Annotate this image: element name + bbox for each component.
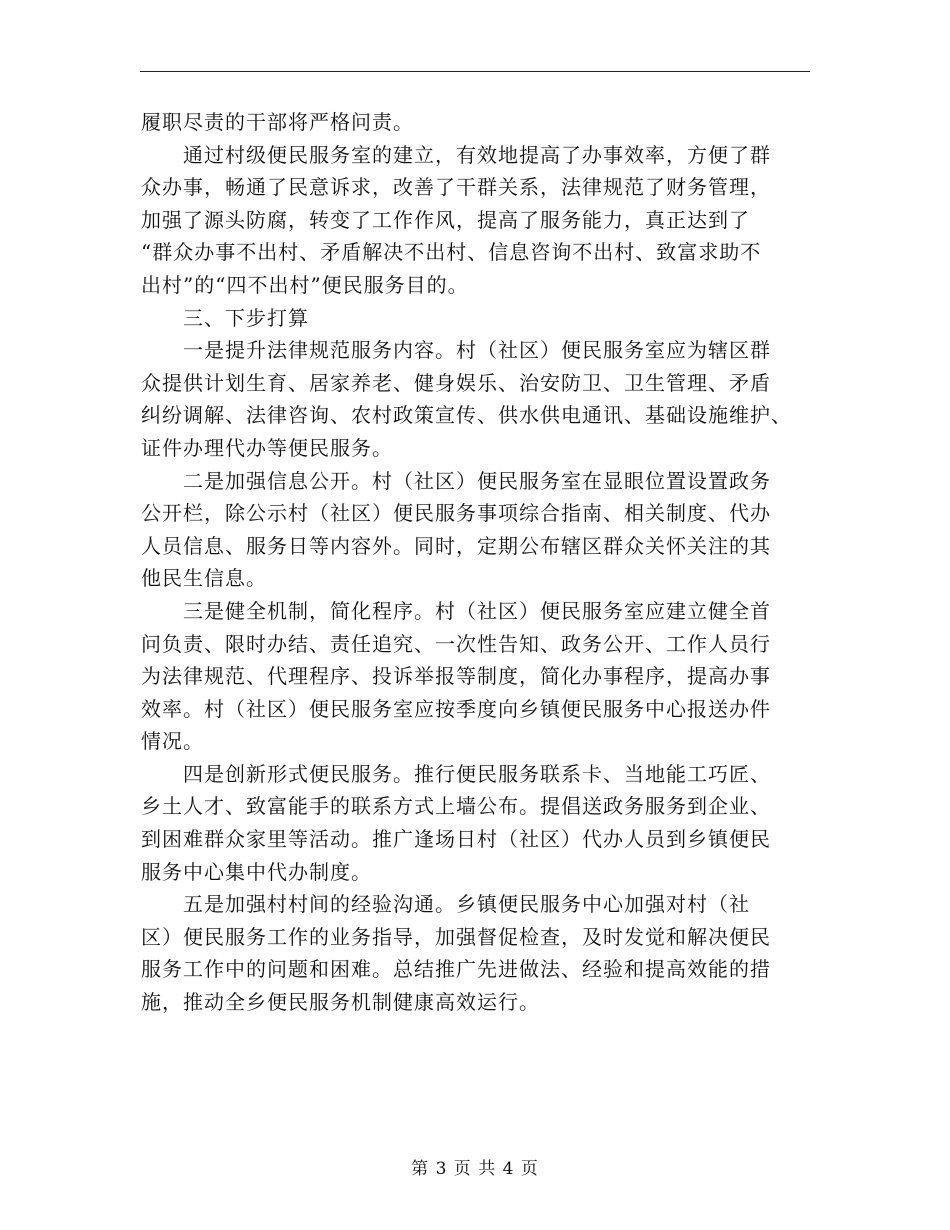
page-number: 第 3 页 共 4 页 [411, 1159, 539, 1179]
paragraph: 二是加强信息公开。村（社区）便民服务室在显眼位置设置政务 公开栏，除公示村（社区）便民服务事项综合指南、相关制度、代办 人员信息、服务日等内容外。同时，定期公布辖区群众关怀关注的其 他民生信息。 [141, 468, 771, 591]
paragraph: 通过村级便民服务室的建立，有效地提高了办事效率，方便了群 众办事，畅通了民意诉求，改善了干群关系，法律规范了财务管理， 加强了源头防腐，转变了工作作风，提高了服务能力，真正达到了 “群众办事不出村、矛盾解决不出村、信息咨询不出村、致富求助不 出村”的“四不出村”便民服务目的。 [141, 142, 771, 297]
paragraph: 四是创新形式便民服务。推行便民服务联系卡、当地能工巧匠、 乡土人才、致富能手的联系方式上墙公布。提倡送政务服务到企业、 到困难群众家里等活动。推广逢场日村（社区）代办人员到乡镇便民 服务中心集中代办制度。 [141, 761, 771, 884]
section-heading: 三、下步打算 [141, 305, 309, 330]
header-rule [140, 71, 810, 72]
document-body [141, 106, 811, 1019]
paragraph: 履职尽责的干部将严格问责。 [141, 110, 414, 134]
paragraph: 三是健全机制，简化程序。村（社区）便民服务室应建立健全首 问负责、限时办结、责任追究、一次性告知、政务公开、工作人员行 为法律规范、代理程序、投诉举报等制度，简化办事程序，提高办事 效率。村（社区）便民服务室应按季度向乡镇便民服务中心报送办件 情况。 [141, 598, 771, 754]
paragraph: 一是提升法律规范服务内容。村（社区）便民服务室应为辖区群 众提供计划生育、居家养老、健身娱乐、治安防卫、卫生管理、矛盾 纠纷调解、法律咨询、农村政策宣传、供水供电通讯、基础设施维护、 证件办理代办等便民服务。 [141, 338, 792, 460]
paragraph: 五是加强村村间的经验沟通。乡镇便民服务中心加强对村（社 区）便民服务工作的业务指导，加强督促检查，及时发觉和解决便民 服务工作中的问题和困难。总结推广先进做法、经验和提高效能的措 施，推动全乡便民服务机制健康高效运行。 [141, 892, 771, 1015]
